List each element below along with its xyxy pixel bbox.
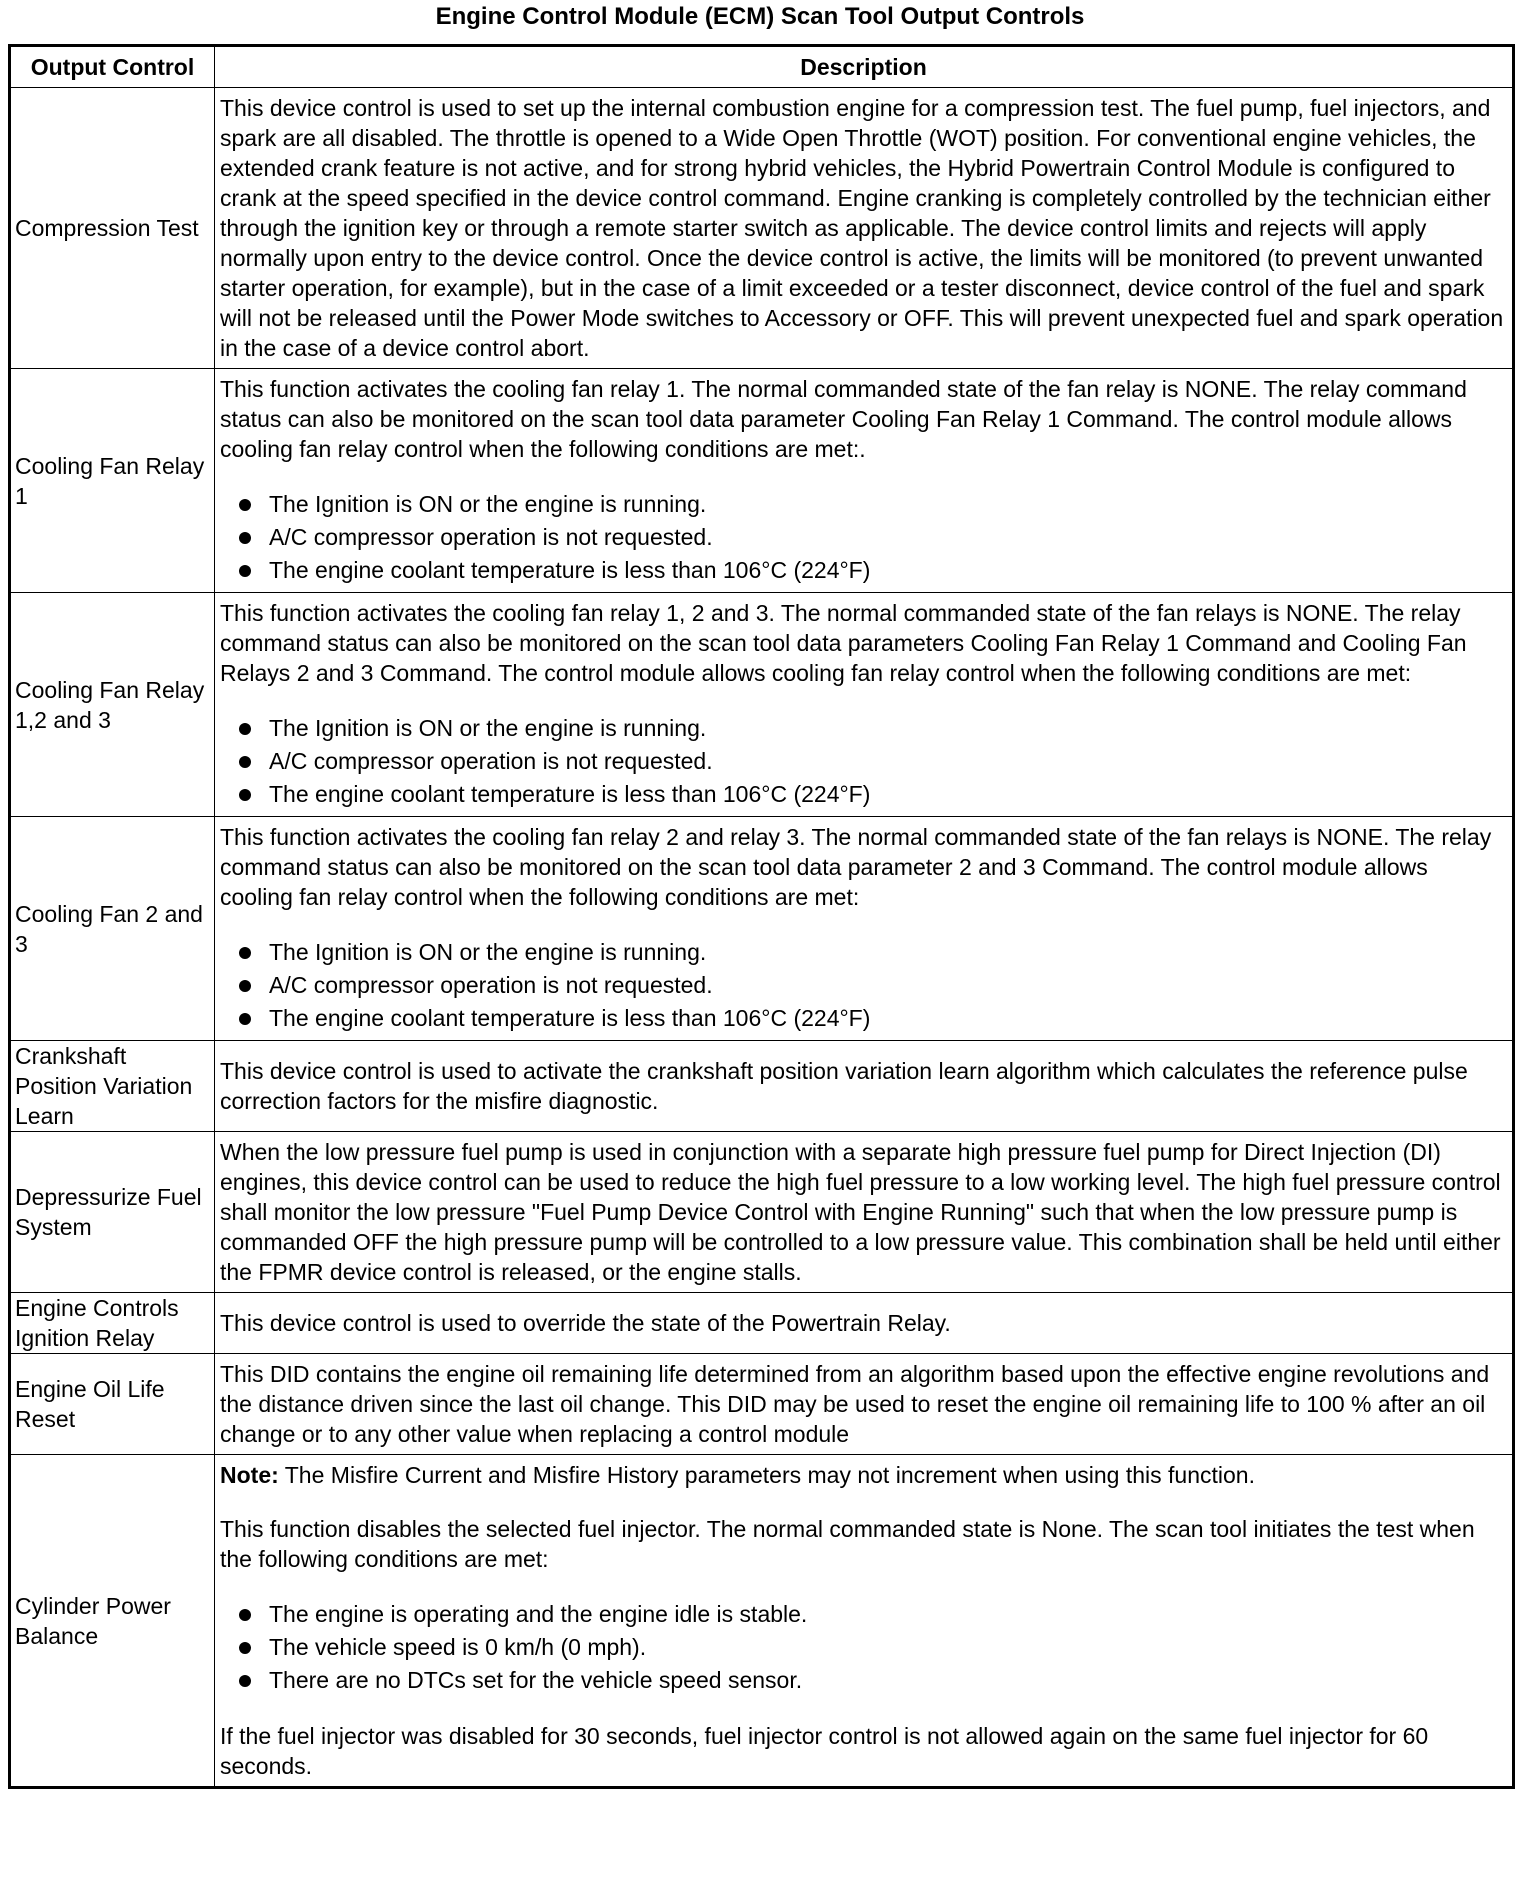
note bbox=[220, 1460, 1506, 1490]
condition-text: A/C compressor operation is not requested. bbox=[269, 748, 713, 774]
description-text: When the low pressure fuel pump is used in conjunction with a separate high pressure fuel pump for Direct Injection (DI) engines, this device control can be used to reduce the high fuel pressure to a low working level. The high fuel pressure control shall monitor the low pressure "Fuel Pump Device Control with Engine Running" such that when the low pressure pump is commanded OFF the high pressure pump will be controlled to a low pressure value. This combination shall be held until either the FPMR device control is released, or the engine stalls. bbox=[220, 1139, 1501, 1285]
output-control-cell: Crankshaft Position Variation Learn bbox=[10, 1041, 215, 1132]
description-text: This DID contains the engine oil remaining life determined from an algorithm based upon the effective engine revolutions and the distance driven since the last oil change. This DID may be used to reset the engine oil remaining life to 100 % after an oil change or to any other value when replacing a control module bbox=[220, 1361, 1490, 1447]
description-cell bbox=[215, 1354, 1514, 1455]
bullet-icon bbox=[239, 789, 251, 801]
bullet-icon bbox=[239, 532, 251, 544]
condition-item bbox=[220, 712, 1506, 745]
table-row bbox=[10, 88, 1514, 369]
table-row bbox=[10, 1354, 1514, 1455]
output-control-cell: Depressurize Fuel System bbox=[10, 1132, 215, 1293]
condition-text: The engine is operating and the engine idle is stable. bbox=[269, 1601, 808, 1627]
description-text: This function activates the cooling fan relay 1, 2 and 3. The normal commanded state of the fan relays is NONE. The relay command status can also be monitored on the scan tool data parameters Cooling Fan Relay 1 Command and Cooling Fan Relays 2 and 3 Command. The control module allows cooling fan relay control when the following conditions are met: bbox=[220, 600, 1467, 686]
bullet-icon bbox=[239, 565, 251, 577]
table-title: Engine Control Module (ECM) Scan Tool Output Controls bbox=[435, 3, 1085, 30]
header-row bbox=[10, 46, 1514, 88]
description-cell bbox=[215, 88, 1514, 369]
condition-list bbox=[220, 1598, 1506, 1697]
description-cell bbox=[215, 1293, 1514, 1354]
condition-item bbox=[220, 1598, 1506, 1631]
output-control-cell: Cooling Fan 2 and 3 bbox=[10, 817, 215, 1041]
table-row bbox=[10, 369, 1514, 593]
condition-item bbox=[220, 936, 1506, 969]
condition-list bbox=[220, 488, 1506, 587]
condition-item bbox=[220, 521, 1506, 554]
description-after-text: If the fuel injector was disabled for 30 seconds, fuel injector control is not allowed again on the same fuel injector for 60 seconds. bbox=[220, 1723, 1429, 1779]
condition-text: A/C compressor operation is not requested. bbox=[269, 524, 713, 550]
header-description: Description bbox=[215, 46, 1514, 88]
condition-text: The Ignition is ON or the engine is running. bbox=[269, 491, 707, 517]
condition-text: The engine coolant temperature is less than 106°C (224°F) bbox=[269, 1005, 871, 1031]
condition-item bbox=[220, 1664, 1506, 1697]
description-cell bbox=[215, 369, 1514, 593]
condition-text: The engine coolant temperature is less than 106°C (224°F) bbox=[269, 781, 871, 807]
output-control-cell: Compression Test bbox=[10, 88, 215, 369]
table-row bbox=[10, 593, 1514, 817]
output-control-cell: Cylinder Power Balance bbox=[10, 1455, 215, 1788]
condition-text: The engine coolant temperature is less than 106°C (224°F) bbox=[269, 557, 871, 583]
description-text: This function activates the cooling fan relay 2 and relay 3. The normal commanded state of the fan relays is NONE. The relay command status can also be monitored on the scan tool data parameter 2 and 3 Command. The control module allows cooling fan relay control when the following conditions are met: bbox=[220, 824, 1492, 910]
description-text: This device control is used to activate the crankshaft position variation learn algorithm which calculates the reference pulse correction factors for the misfire diagnostic. bbox=[220, 1058, 1468, 1114]
table-row bbox=[10, 1293, 1514, 1354]
condition-text: The vehicle speed is 0 km/h (0 mph). bbox=[269, 1634, 647, 1660]
note-text: The Misfire Current and Misfire History parameters may not increment when using this function. bbox=[278, 1462, 1255, 1488]
table-row bbox=[10, 1041, 1514, 1132]
condition-item bbox=[220, 554, 1506, 587]
condition-text: The Ignition is ON or the engine is running. bbox=[269, 939, 707, 965]
table-row bbox=[10, 1455, 1514, 1788]
bullet-icon bbox=[239, 1675, 251, 1687]
description-cell bbox=[215, 1041, 1514, 1132]
condition-list bbox=[220, 936, 1506, 1035]
bullet-icon bbox=[239, 1013, 251, 1025]
description-text: This function disables the selected fuel injector. The normal commanded state is None. The scan tool initiates the test when the following conditions are met: bbox=[220, 1516, 1475, 1572]
condition-text: A/C compressor operation is not requested. bbox=[269, 972, 713, 998]
description-text: This device control is used to set up the internal combustion engine for a compression test. The fuel pump, fuel injectors, and spark are all disabled. The throttle is opened to a Wide Open Throttle (WOT) position. For conventional engine vehicles, the extended crank feature is not active, and for strong hybrid vehicles, the Hybrid Powertrain Control Module is configured to crank at the speed specified in the device control command. Engine cranking is completely controlled by the technician either through the ignition key or through a remote starter switch as applicable. The device control limits and rejects will apply normally upon entry to the device control. Once the device control is active, the limits will be monitored (to prevent unwanted starter operation, for example), but in the case of a limit exceeded or a tester disconnect, device control of the fuel and spark will not be released until the Power Mode switches to Accessory or OFF. This will prevent unexpected fuel and spark operation in the case of a device control abort. bbox=[220, 95, 1504, 361]
condition-item bbox=[220, 488, 1506, 521]
output-control-cell: Cooling Fan Relay 1,2 and 3 bbox=[10, 593, 215, 817]
condition-item bbox=[220, 745, 1506, 778]
condition-text: The Ignition is ON or the engine is running. bbox=[269, 715, 707, 741]
condition-item bbox=[220, 969, 1506, 1002]
header-output-control: Output Control bbox=[10, 46, 215, 88]
description-text: This function activates the cooling fan relay 1. The normal commanded state of the fan relay is NONE. The relay command status can also be monitored on the scan tool data parameter Cooling Fan Relay 1 Command. The control module allows cooling fan relay control when the following conditions are met:. bbox=[220, 376, 1467, 462]
output-controls-table bbox=[8, 44, 1515, 1789]
description-cell bbox=[215, 1132, 1514, 1293]
bullet-icon bbox=[239, 756, 251, 768]
bullet-icon bbox=[239, 1642, 251, 1654]
note-label: Note: bbox=[220, 1462, 279, 1488]
output-control-cell: Engine Controls Ignition Relay bbox=[10, 1293, 215, 1354]
condition-item bbox=[220, 1002, 1506, 1035]
bullet-icon bbox=[239, 1609, 251, 1621]
table-row bbox=[10, 1132, 1514, 1293]
bullet-icon bbox=[239, 499, 251, 511]
description-cell bbox=[215, 593, 1514, 817]
condition-text: There are no DTCs set for the vehicle speed sensor. bbox=[269, 1667, 803, 1693]
bullet-icon bbox=[239, 947, 251, 959]
condition-item bbox=[220, 1631, 1506, 1664]
output-control-cell: Engine Oil Life Reset bbox=[10, 1354, 215, 1455]
bullet-icon bbox=[239, 723, 251, 735]
condition-item bbox=[220, 778, 1506, 811]
condition-list bbox=[220, 712, 1506, 811]
bullet-icon bbox=[239, 980, 251, 992]
description-text: This device control is used to override the state of the Powertrain Relay. bbox=[220, 1310, 951, 1336]
description-cell bbox=[215, 1455, 1514, 1788]
description-cell bbox=[215, 817, 1514, 1041]
output-control-cell: Cooling Fan Relay 1 bbox=[10, 369, 215, 593]
table-row bbox=[10, 817, 1514, 1041]
